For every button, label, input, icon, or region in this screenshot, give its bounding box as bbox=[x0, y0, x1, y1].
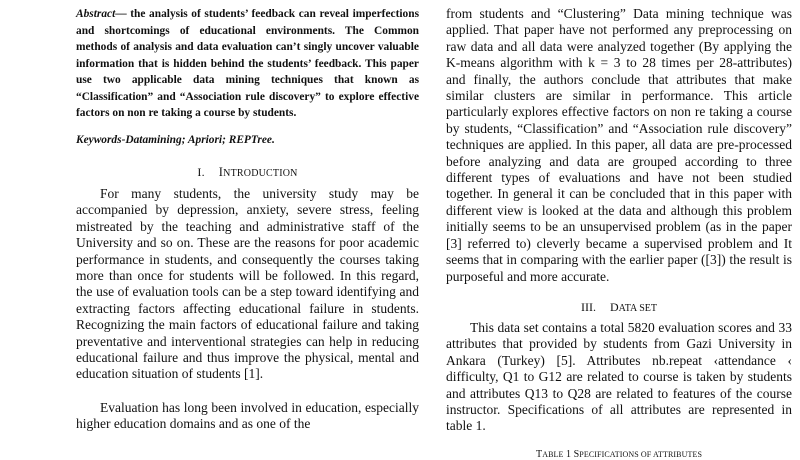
intro-paragraph-1: For many students, the university study may be accompanied by depression, anxiety, severe stress, feeling mistreated by the teaching and administrative staff of the University and so on. These are the reasons for poor academic performance in students, and consequently the courses taking more than once for students will be followed. In this regard, the use of evaluation tools can be a step toward identifying and extracting factors affecting educational failure in students. Recognizing the main factors of educational failure and taking preventative and interventional strategies can help in reducing educational failure and thus improve the physical, mental and education situation of students [1]. bbox=[76, 186, 419, 382]
section-number: III. bbox=[580, 299, 596, 314]
section-title-rest: NTRODUCTION bbox=[223, 168, 298, 179]
abstract-dash: — bbox=[115, 8, 127, 20]
caption-rest: PECIFICATIONS OF ATTRIBUTES bbox=[579, 449, 702, 459]
dataset-paragraph: This data set contains a total 5820 evaluation scores and 33 attributes that provided by students from Gazi University in Ankara (Turkey) [5]. Attributes nb.repeat ‹attendance ‹ difficulty, Q1 to G12 are related to course is taken by students and attributes Q13 to Q28 are related to features of the course instructor. Specifications of all attributes are represented in table 1. bbox=[446, 319, 792, 434]
caption-initial-2: S bbox=[573, 448, 580, 460]
section-heading-introduction bbox=[76, 165, 419, 180]
intro-paragraph-2: Evaluation has long been involved in education, especially higher education domains and as one of the bbox=[76, 399, 419, 432]
abstract-paragraph bbox=[76, 6, 419, 122]
section-number: I. bbox=[197, 165, 205, 179]
section-heading-dataset bbox=[446, 300, 792, 315]
right-column bbox=[446, 6, 792, 460]
continued-paragraph: from students and “Clustering” Data mining technique was applied. That paper have not performed any preprocessing on raw data and all data were analyzed together (By applying the K-means algorithm with k = 3 to 28 times per 28-attributes) and finally, the authors conclude that attributes that make similar clusters are similar in performance. This article particularly explores effective factors on non re taking a course by students, “Classification” and “Association rule discovery” techniques are applied. In this paper, all data are pre-processed before analyzing and data are grouped according to three different types of evaluations and have not been studied together. In general it can be concluded that in this paper with different view is looked at the data and although this problem initially seems to be an unsupervised problem (as in the paper [3] referred to) cleverly became a supervised problem and It seems that in comparing with the earlier paper ([3]) the result is purposeful and more accurate. bbox=[446, 6, 792, 284]
left-column bbox=[76, 6, 419, 433]
section-title-initial: I bbox=[218, 165, 224, 179]
section-title-rest: ATA SET bbox=[618, 302, 658, 314]
table-caption bbox=[446, 449, 792, 460]
caption-initial: T bbox=[535, 448, 543, 460]
caption-number: 1 bbox=[566, 448, 572, 460]
section-title-initial: D bbox=[609, 299, 619, 314]
caption-word: ABLE bbox=[542, 449, 564, 459]
abstract-label: Abstract bbox=[76, 8, 116, 20]
keywords: Keywords-Datamining; Apriori; REPTree. bbox=[76, 133, 275, 146]
abstract-text: the analysis of students’ feedback can reveal imperfections and shortcomings of educational environments. The Common methods of analysis and data evaluation can’t singly uncover valuable information that is hidden behind the students’ feedback. This paper use two applicable data mining techniques that known as “Classification” and “Association rule discovery” to explore effective factors on non re taking a course by students. bbox=[76, 8, 419, 119]
